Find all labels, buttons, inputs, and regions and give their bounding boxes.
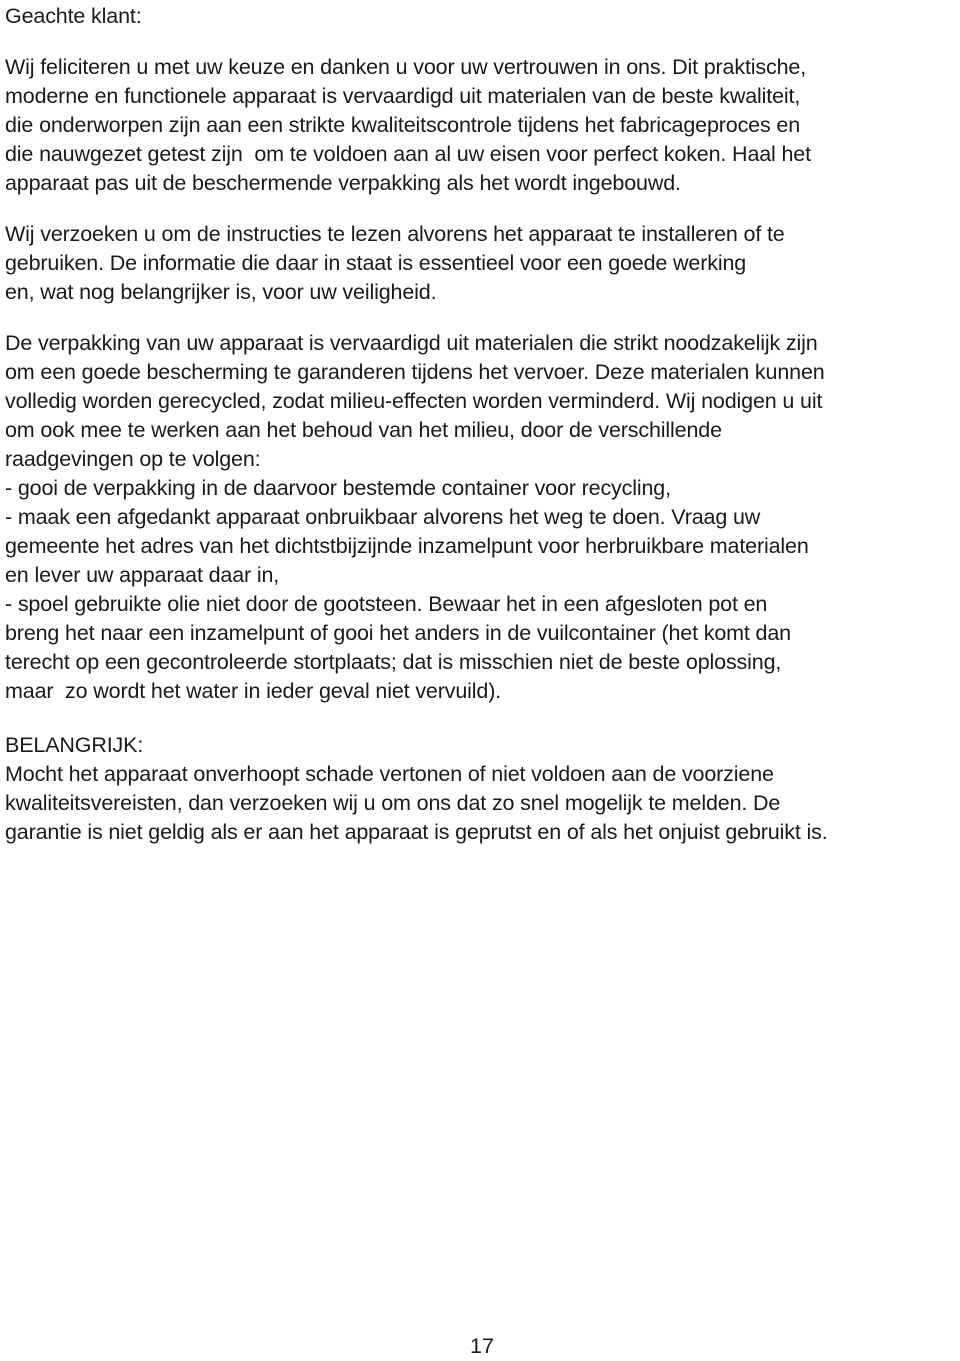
list-item: - maak een afgedankt apparaat onbruikbaar alvorens het weg te doen. Vraag uw xyxy=(5,505,761,529)
paragraph-line: Wij verzoeken u om de instructies te lezen alvorens het apparaat te installeren of te xyxy=(5,222,785,246)
document-page xyxy=(5,0,957,847)
paragraph-line: raadgevingen op te volgen: xyxy=(5,447,261,471)
paragraph-instructions xyxy=(5,220,957,307)
page-number: 17 xyxy=(470,1334,494,1358)
paragraph-important xyxy=(5,760,957,847)
paragraph-line: om een goede bescherming te garanderen tijdens het vervoer. Deze materialen kunnen xyxy=(5,360,825,384)
paragraph-line: Wij feliciteren u met uw keuze en danken u voor uw vertrouwen in ons. Dit praktische, xyxy=(5,55,807,79)
paragraph-line: gebruiken. De informatie die daar in staat is essentieel voor een goede werking xyxy=(5,251,747,275)
list-item: - gooi de verpakking in de daarvoor bestemde container voor recycling, xyxy=(5,476,671,500)
paragraph-line: die nauwgezet getest zijn om te voldoen aan al uw eisen voor perfect koken. Haal het xyxy=(5,142,811,166)
paragraph-line: terecht op een gecontroleerde stortplaats; dat is misschien niet de beste oplossing, xyxy=(5,650,782,674)
paragraph-line: Mocht het apparaat onverhoopt schade vertonen of niet voldoen aan de voorziene xyxy=(5,762,774,786)
paragraph-line: volledig worden gerecycled, zodat milieu-effecten worden verminderd. Wij nodigen u uit xyxy=(5,389,823,413)
spacer xyxy=(5,31,957,53)
paragraph-line: breng het naar een inzamelpunt of gooi het anders in de vuilcontainer (het komt dan xyxy=(5,621,791,645)
salutation: Geachte klant: xyxy=(5,4,142,28)
paragraph-line: moderne en functionele apparaat is vervaardigd uit materialen van de beste kwaliteit, xyxy=(5,84,801,108)
spacer xyxy=(5,198,957,220)
spacer xyxy=(5,706,957,731)
paragraph-line: maar zo wordt het water in ieder geval niet vervuild). xyxy=(5,679,502,703)
paragraph-line: kwaliteitsvereisten, dan verzoeken wij u om ons dat zo snel mogelijk te melden. De xyxy=(5,791,781,815)
paragraph-line: apparaat pas uit de beschermende verpakking als het wordt ingebouwd. xyxy=(5,171,681,195)
paragraph-line: gemeente het adres van het dichtstbijzijnde inzamelpunt voor herbruikbare materialen xyxy=(5,534,809,558)
paragraph-intro xyxy=(5,53,957,198)
paragraph-packaging xyxy=(5,329,957,706)
paragraph-line: en lever uw apparaat daar in, xyxy=(5,563,280,587)
paragraph-line: De verpakking van uw apparaat is vervaardigd uit materialen die strikt noodzakelijk zijn xyxy=(5,331,818,355)
spacer xyxy=(5,307,957,329)
paragraph-line: om ook mee te werken aan het behoud van het milieu, door de verschillende xyxy=(5,418,722,442)
paragraph-line: en, wat nog belangrijker is, voor uw veiligheid. xyxy=(5,280,437,304)
list-item: - spoel gebruikte olie niet door de gootsteen. Bewaar het in een afgesloten pot en xyxy=(5,592,768,616)
important-heading: BELANGRIJK: xyxy=(5,733,144,757)
paragraph-line: garantie is niet geldig als er aan het apparaat is geprutst en of als het onjuist gebruikt is. xyxy=(5,820,828,844)
paragraph-line: die onderworpen zijn aan een strikte kwaliteitscontrole tijdens het fabricageproces en xyxy=(5,113,801,137)
